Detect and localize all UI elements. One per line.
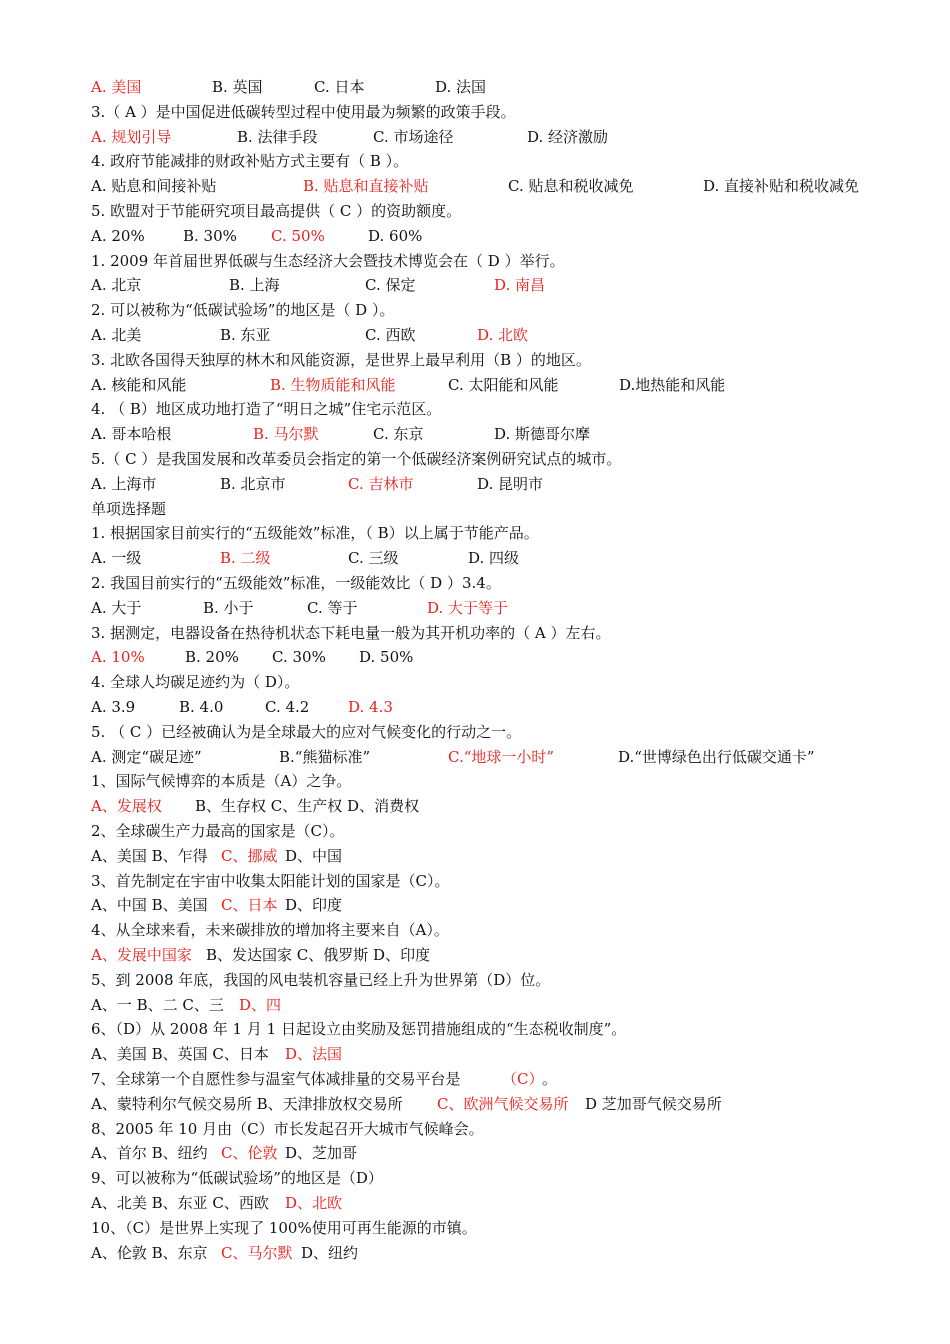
answer-option: B. 二级 (220, 549, 271, 568)
text-segment: 5.（ C ）是我国发展和改革委员会指定的第一个低碳经济案例研究试点的城市。 (91, 450, 622, 468)
text-segment: D. 60% (368, 226, 423, 245)
answer-option: B. 马尔默 (253, 425, 319, 444)
answer-option: D. 4.3 (348, 698, 393, 716)
text-segment: A. 测定“碳足迹” (91, 747, 202, 766)
text-segment: A、北美 B、东亚 C、西欧 (91, 1194, 269, 1212)
text-segment: 1. 根据国家目前实行的“五级能效”标准，（ B）以上属于节能产品。 (91, 524, 539, 543)
answer-option: C、日本 (221, 896, 278, 915)
text-segment: B. 20% (185, 648, 239, 667)
text-segment: 6、（D）从 2008 年 1 月 1 日起设立由奖励及惩罚措施组成的“生态税收制度”。 (91, 1020, 627, 1039)
text-segment: 3. 北欧各国得天独厚的林木和风能资源，是世界上最早利用（B ）的地区。 (91, 350, 591, 369)
answer-option: A. 规划引导 (91, 127, 172, 146)
text-segment: C. 市场途径 (373, 127, 454, 146)
text-segment: A. 核能和风能 (91, 375, 187, 394)
answer-option: D. 北欧 (477, 326, 529, 344)
text-segment: B、发达国家 C、俄罗斯 D、印度 (206, 946, 431, 964)
answer-option: D、四 (239, 995, 282, 1014)
answer-option: C、挪威 (221, 846, 278, 865)
text-segment: B. 4.0 (179, 698, 224, 716)
text-segment: C. 东京 (373, 425, 424, 444)
text-segment: B. 北京市 (220, 474, 286, 493)
text-segment: B. 东亚 (220, 326, 271, 344)
text-segment: 单项选择题 (91, 499, 167, 518)
text-segment: B.“熊猫标准” (279, 747, 371, 766)
answer-option: D. 南昌 (494, 276, 546, 295)
text-segment: D. 法国 (435, 78, 487, 96)
text-segment: 7、全球第一个自愿性参与温室气体减排量的交易平台是 (91, 1070, 461, 1088)
text-segment: A. 北美 (91, 326, 142, 344)
text-segment: A、首尔 B、纽约 (91, 1144, 208, 1163)
answer-option: （C） (502, 1070, 544, 1088)
answer-option: D、法国 (285, 1045, 343, 1064)
text-segment: D.地热能和风能 (619, 375, 726, 394)
text-segment: A. 大于 (91, 598, 142, 617)
text-segment: A、一 B、二 C、三 (91, 995, 224, 1014)
text-segment: D. 50% (359, 648, 414, 667)
answer-option: C. 50% (271, 226, 325, 245)
text-segment: C. 30% (272, 648, 326, 667)
text-segment: A. 一级 (91, 549, 142, 568)
text-segment: 3、首先制定在宇宙中收集太阳能计划的国家是（C）。 (91, 871, 450, 890)
text-segment: D. 经济激励 (527, 127, 609, 146)
text-segment: 2. 我国目前实行的“五级能效”标准，一级能效比（ D ）3.4。 (91, 574, 501, 592)
text-segment: A. 北京 (91, 276, 142, 295)
text-segment: 3. 据测定，电器设备在热待机状态下耗电量一般为其开机功率的（ A ）左右。 (91, 623, 611, 642)
answer-option: B. 贴息和直接补贴 (303, 177, 429, 196)
text-segment: 1、国际气候博弈的本质是（A）之争。 (91, 772, 352, 791)
answer-option: C. 吉林市 (348, 474, 414, 493)
text-segment: C. 三级 (348, 549, 399, 568)
text-segment: 3.（ A ）是中国促进低碳转型过程中使用最为频繁的政策手段。 (91, 102, 516, 121)
text-segment: 4. （ B）地区成功地打造了“明日之城”住宅示范区。 (91, 400, 442, 419)
text-segment: 2. 可以被称为“低碳试验场”的地区是（ D ）。 (91, 301, 395, 320)
text-segment: B. 30% (183, 226, 237, 245)
text-segment: D. 四级 (468, 549, 520, 568)
answer-option: A、发展权 (91, 797, 162, 816)
text-segment: D、印度 (285, 896, 343, 915)
answer-option: C、马尔默 (221, 1243, 293, 1262)
text-segment: 9、可以被称为“低碳试验场”的地区是（D） (91, 1169, 383, 1188)
text-segment: A、伦敦 B、东京 (91, 1243, 208, 1262)
text-segment: D. 斯德哥尔摩 (494, 425, 591, 444)
text-segment: D. 昆明市 (477, 474, 544, 493)
answer-option: B. 生物质能和风能 (270, 375, 396, 394)
text-segment: A、中国 B、美国 (91, 896, 208, 915)
text-segment: D.“世博绿色出行低碳交通卡” (618, 747, 815, 766)
text-segment: 8、2005 年 10 月由（C）市长发起召开大城市气候峰会。 (91, 1119, 484, 1138)
text-segment: B. 小于 (203, 598, 254, 617)
text-segment: D. 直接补贴和税收减免 (703, 177, 860, 196)
text-segment: 4. 政府节能减排的财政补贴方式主要有（ B ）。 (91, 152, 409, 171)
text-segment: D、纽约 (301, 1243, 359, 1262)
text-segment: B、生存权 C、生产权 D、消费权 (195, 797, 420, 816)
text-segment: D、芝加哥 (285, 1144, 358, 1163)
text-segment: 5、到 2008 年底，我国的风电装机容量已经上升为世界第（D）位。 (91, 970, 551, 989)
answer-option: D、北欧 (285, 1194, 343, 1212)
answer-option: C.“地球一小时” (448, 747, 555, 766)
text-segment: A. 上海市 (91, 474, 157, 493)
text-segment: 。 (542, 1070, 558, 1088)
text-segment: C. 保定 (365, 276, 416, 295)
text-segment: 5. （ C ）已经被确认为是全球最大的应对气候变化的行动之一。 (91, 722, 522, 741)
text-segment: A、美国 B、乍得 (91, 846, 208, 865)
text-segment: C. 贴息和税收减免 (508, 177, 634, 196)
text-segment: B. 英国 (212, 78, 263, 96)
text-segment: 5. 欧盟对于节能研究项目最高提供（ C ）的资助额度。 (91, 202, 462, 220)
answer-option: C、伦敦 (221, 1144, 278, 1163)
text-segment: B. 上海 (229, 276, 280, 295)
text-segment: D、中国 (285, 846, 343, 865)
answer-option: C、欧洲气候交易所 (437, 1094, 569, 1113)
text-segment: 4. 全球人均碳足迹约为（ D）。 (91, 673, 300, 692)
text-segment: A. 20% (91, 226, 145, 245)
text-segment: A、美国 B、英国 C、日本 (91, 1045, 269, 1064)
text-segment: 10、（C）是世界上实现了 100%使用可再生能源的市镇。 (91, 1218, 477, 1237)
text-segment: A. 哥本哈根 (91, 425, 172, 444)
answer-option: A、发展中国家 (91, 946, 192, 964)
text-segment: A. 3.9 (91, 698, 136, 716)
text-segment: C. 太阳能和风能 (448, 375, 559, 394)
text-segment: C. 等于 (307, 598, 358, 617)
text-segment: A. 贴息和间接补贴 (91, 177, 217, 196)
text-segment: C. 西欧 (365, 326, 416, 344)
answer-option: D. 大于等于 (427, 598, 509, 617)
text-segment: 2、全球碳生产力最高的国家是（C）。 (91, 822, 345, 840)
text-segment: B. 法律手段 (237, 127, 318, 146)
text-segment: D 芝加哥气候交易所 (585, 1094, 722, 1113)
answer-option: A. 10% (91, 648, 145, 667)
text-segment: C. 4.2 (265, 698, 310, 716)
text-segment: A、蒙特利尔气候交易所 B、天津排放权交易所 (91, 1094, 403, 1113)
text-segment: C. 日本 (314, 78, 365, 96)
text-segment: 4、从全球来看，未来碳排放的增加将主要来自（A）。 (91, 921, 449, 940)
answer-option: A. 美国 (91, 78, 142, 96)
text-segment: 1. 2009 年首届世界低碳与生态经济大会暨技术博览会在（ D ）举行。 (91, 251, 565, 270)
